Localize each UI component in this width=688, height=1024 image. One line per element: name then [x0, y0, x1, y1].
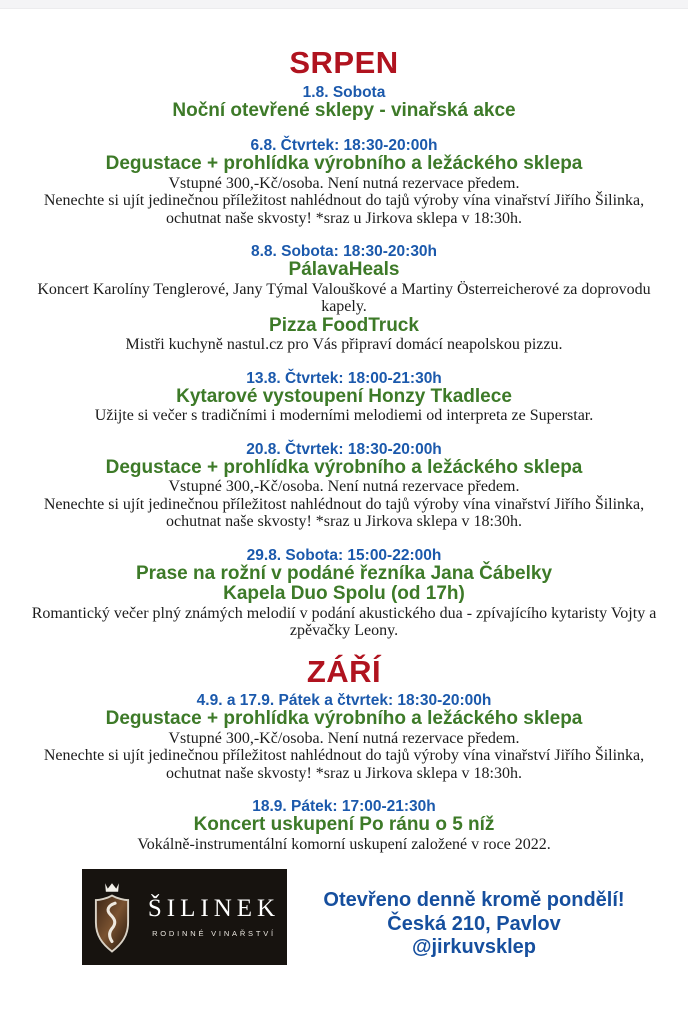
event-description: Vstupné 300,-Kč/osoba. Není nutná rezervace předem.: [168, 478, 520, 496]
event-title: Kapela Duo Spolu (od 17h): [223, 583, 465, 605]
contact-info: [319, 889, 629, 960]
instagram-handle: @jirkuvsklep: [411, 936, 536, 959]
footer: [14, 869, 674, 965]
event-description: Užijte si večer s tradičními i moderními melodiemi od interpreta ze Superstar.: [94, 407, 594, 425]
crown-icon: [105, 883, 119, 891]
event-date: 8.8. Sobota: 18:30-20:30h: [250, 243, 438, 261]
event-date: 20.8. Čtvrtek: 18:30-20:00h: [246, 440, 442, 458]
event-title: Degustace + prohlídka výrobního a ležáckého sklepa: [105, 153, 583, 175]
event-date: 6.8. Čtvrtek: 18:30-20:00h: [250, 137, 438, 155]
event-date: 4.9. a 17.9. Pátek a čtvrtek: 18:30-20:00h: [196, 692, 492, 710]
event-title: Degustace + prohlídka výrobního a ležáckého sklepa: [105, 708, 583, 730]
event-date: 18.9. Pátek: 17:00-21:30h: [252, 798, 436, 816]
month-heading-zari: ZÁŘÍ: [306, 653, 382, 689]
event-title: Degustace + prohlídka výrobního a ležáckého sklepa: [105, 456, 583, 478]
top-strip: [0, 0, 688, 9]
event-description: Vstupné 300,-Kč/osoba. Není nutná rezervace předem.: [168, 729, 520, 747]
event-20-8: [14, 441, 674, 531]
event-1-8: [14, 84, 674, 122]
event-description: Nenechte si ujít jedinečnou příležitost nahlédnout do tajů výroby vína vinařství Jiřího Šilinka, ochutnat naše skvosty! *sraz u Jirkova sklepa v 18:30h.: [43, 192, 645, 227]
event-description: Romantický večer plný známých melodií v podání akustického dua - zpívajícího kytaristy Vojty a zpěvačky Leony.: [31, 604, 657, 640]
address: Česká 210, Pavlov: [387, 912, 561, 935]
event-description: Vokálně-instrumentální komorní uskupení založené v roce 2022.: [137, 835, 551, 853]
event-description: Nenechte si ujít jedinečnou příležitost nahlédnout do tajů výroby vína vinařství Jiřího Šilinka, ochutnat naše skvosty! *sraz u Jirkova sklepa v 18:30h.: [43, 747, 645, 782]
event-date: 13.8. Čtvrtek: 18:00-21:30h: [246, 369, 442, 387]
logo-text: [148, 896, 280, 938]
event-title: Kytarové vystoupení Honzy Tkadlece: [176, 385, 512, 407]
event-date: 1.8. Sobota: [302, 83, 386, 101]
shield-crest-icon: [89, 879, 135, 955]
event-title: Pizza FoodTruck: [269, 314, 419, 336]
event-date: 29.8. Sobota: 15:00-22:00h: [246, 546, 442, 564]
event-18-9: [14, 798, 674, 853]
brand-name: ŠILINEK: [147, 895, 281, 923]
event-8-8: [14, 243, 674, 354]
month-heading-srpen: SRPEN: [289, 45, 399, 80]
event-description: Mistři kuchyně nastul.cz pro Vás připraví domácí neapolskou pizzu.: [125, 336, 563, 354]
event-29-8: [14, 547, 674, 640]
event-description: Koncert Karolíny Tenglerové, Jany Týmal Valouškové a Martiny Österreicherové za doprovodu kapely.: [37, 280, 651, 316]
event-title: Prase na rožní v podáné řezníka Jana Čábelky: [135, 562, 553, 584]
event-poster: [0, 9, 688, 965]
brand-tagline: RODINNÉ VINAŘSTVÍ: [152, 929, 276, 939]
event-6-8: [14, 137, 674, 227]
event-title: Koncert uskupení Po ránu o 5 níž: [193, 814, 495, 836]
event-description: Vstupné 300,-Kč/osoba. Není nutná rezervace předem.: [168, 174, 520, 192]
event-description: Nenechte si ujít jedinečnou příležitost nahlédnout do tajů výroby vína vinařství Jiřího Šilinka, ochutnat naše skvosty! *sraz u Jirkova sklepa v 18:30h.: [43, 495, 645, 531]
event-4-9-17-9: [14, 692, 674, 782]
event-title: Noční otevřené sklepy - vinařská akce: [172, 99, 516, 121]
winery-logo: [82, 869, 287, 965]
event-title: PálavaHeals: [288, 259, 400, 281]
event-13-8: [14, 370, 674, 425]
opening-hours: Otevřeno denně kromě pondělí!: [323, 889, 625, 912]
